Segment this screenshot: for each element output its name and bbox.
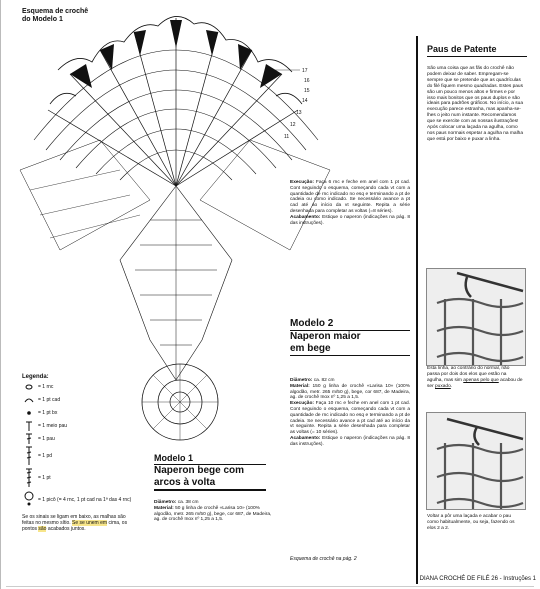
modelo2-details bbox=[290, 378, 410, 448]
sidebar-intro: São uma coisa que as fãs do crochê não podem deixar de saber. Empregam-se sempre que se pretende que as quadrículas do filé fiquem mesmo quadradas. Estes paus são um pouco menos altos e firmes e por isso mais bonitos que os paus duplos e são ideais para padrões gráficos. No início, a sua execução parece estranha, mas apanha-se-lhes o jeito num instante. Recomendamos que se exercite com as nossas ilustrações! Após colocar uma laçada na agulha, como nos paus normais espetar a agulha na malha que está por baixo e puxar a linha. bbox=[427, 66, 523, 142]
step-text: . bbox=[450, 383, 453, 389]
sidebar-title: Paus de Patente bbox=[427, 44, 527, 57]
legend-label: = 1 rnc bbox=[38, 383, 54, 390]
finish-text: Estique o naperon (indicações na pág. 8 das instruções). bbox=[290, 214, 410, 226]
modelo1-name: arcos à volta bbox=[154, 477, 216, 488]
legend-label: = 1 pd bbox=[38, 453, 53, 459]
modelo1-execution bbox=[290, 180, 410, 226]
diagram-reference: Esquema de crochê na pág. 2 bbox=[290, 556, 357, 562]
step-emphasis: puxado bbox=[435, 383, 451, 389]
modelo1-number: Modelo 1 bbox=[154, 452, 266, 465]
modelo1-heading bbox=[154, 452, 266, 491]
legend-label: = 1 picô (= 4 rnc, 1 pt cad na 1ª das 4 rnc) bbox=[38, 497, 132, 503]
divider bbox=[6, 586, 534, 587]
tr-icon bbox=[22, 446, 36, 466]
execution-text: Faça 10 rnc e feche em anel com 1 pt cad. Cont seguindo o esquema, começando cada vt com a quantidade de rnc indicado no esq e terminando a pt de cadeia. Se necessário avance a pt cad até ao início da vt seguinte. Repita a série desenhada para completar as voltas (= 10 séries). bbox=[290, 401, 410, 436]
row-number: 11 bbox=[284, 134, 290, 140]
illustration-hook-step-1 bbox=[426, 268, 526, 366]
modelo2-number: Modelo 2 bbox=[290, 318, 410, 331]
execution-text: Faça 6 rnc e feche em anel com 1 pt cad. Cont seguindo o esquema, começando cada vt com a quantidade de rnc indicado no esq e terminando a pt de cadeia ou como indicado. Se necessário avance a pt cad até ao início da vt seguinte. Repita a série desenhada para completar as voltas (=8 séries). bbox=[290, 180, 410, 214]
legend-item bbox=[22, 419, 142, 432]
row-number: 12 bbox=[290, 122, 296, 128]
execution-label: Execução: bbox=[290, 180, 314, 185]
illustration-hook-step-2 bbox=[426, 412, 526, 510]
diameter-label: Diâmetro: bbox=[290, 378, 313, 383]
arc-icon bbox=[22, 394, 36, 406]
legend bbox=[22, 374, 142, 511]
material-value: 50 g linha de crochê «Larisa 10» (100% algodão, metr. 265 m/50 g), bege, cor 687, de Madeira, ag. de crochê Inox nº 1,25 a 1,5. bbox=[154, 505, 272, 523]
dot-icon bbox=[22, 407, 36, 419]
material-line bbox=[290, 384, 410, 401]
legend-note bbox=[22, 514, 134, 532]
legend-label: = 1 pt bbox=[38, 475, 51, 481]
diameter-label: Diâmetro: bbox=[154, 500, 177, 505]
legend-item bbox=[22, 406, 142, 419]
row-number: 16 bbox=[304, 78, 310, 84]
diameter-value: ca. 82 cm bbox=[313, 378, 335, 383]
execution-paragraph bbox=[290, 401, 410, 436]
material-line bbox=[154, 506, 272, 523]
diagram-title bbox=[22, 8, 88, 24]
divider bbox=[154, 489, 266, 491]
legend-item bbox=[22, 489, 142, 511]
sidebar-final-text: Voltar a pôr uma laçada e acabar o pau como habitualmente, ou seja, fazendo os elos 2 a 2. bbox=[427, 514, 515, 531]
finish-paragraph bbox=[290, 215, 410, 227]
execution-paragraph bbox=[290, 180, 410, 215]
step-text: acabou de ser bbox=[427, 377, 523, 389]
legend-label: = 1 pau bbox=[38, 435, 55, 442]
legend-item bbox=[22, 380, 142, 393]
diagram-title-line: Esquema de crochê bbox=[22, 8, 89, 15]
note-text: Se os sinais se ligam em baixo, as malhas são feitas no mesmo sítio. bbox=[22, 514, 126, 526]
finish-paragraph bbox=[290, 436, 410, 448]
legend-label: = 1 pt bx bbox=[38, 409, 58, 416]
modelo1-details bbox=[154, 500, 272, 523]
legend-label: = 1 pt cad bbox=[38, 396, 61, 403]
picot-icon bbox=[22, 490, 36, 510]
note-highlight: são bbox=[38, 526, 47, 532]
legend-title: Legenda: bbox=[22, 374, 49, 380]
modelo2-heading bbox=[290, 318, 410, 356]
ring-icon bbox=[22, 381, 36, 393]
finish-label: Acabamento: bbox=[290, 435, 321, 441]
material-label: Material: bbox=[290, 383, 310, 389]
diagram-title-line: do Modelo 1 bbox=[22, 16, 63, 23]
row-number: 14 bbox=[302, 98, 308, 104]
note-text: acabados juntos. bbox=[46, 526, 86, 532]
note-highlight: Se se unem em bbox=[72, 520, 108, 526]
step-emphasis: apenas pelo que bbox=[463, 377, 499, 383]
legend-item bbox=[22, 445, 142, 467]
half-dc-icon bbox=[22, 420, 36, 432]
finish-label: Acabamento: bbox=[290, 214, 321, 220]
row-number: 17 bbox=[302, 68, 308, 74]
row-number: 15 bbox=[304, 88, 310, 94]
dc-icon bbox=[22, 433, 36, 445]
legend-item bbox=[22, 432, 142, 445]
execution-label: Execução: bbox=[290, 401, 314, 407]
finish-text: Estique o naperon (indicações na pág. 8 das instruções). bbox=[290, 435, 410, 447]
modelo2-name: em bege bbox=[290, 343, 410, 356]
sidebar-step-text bbox=[427, 366, 523, 390]
material-label: Material: bbox=[154, 505, 174, 511]
step-text: Esta linha, ao contrário do normal, não passa por dois dos elos que estão na agulha, mas sim bbox=[427, 366, 510, 383]
dtr-icon bbox=[22, 468, 36, 488]
material-value: 150 g linha de crochê «Larisa 10» (100% algodão, metr. 265 m/50 g), bege, cor 687, de Madeira, ag. de crochê Inox nº 1,25 a 1,5. bbox=[290, 383, 410, 401]
legend-item bbox=[22, 467, 142, 489]
legend-item bbox=[22, 393, 142, 406]
legend-label: = 1 meio pau bbox=[38, 422, 68, 429]
row-number: 13 bbox=[296, 110, 302, 116]
page-footer: DIANA CROCHÉ DE FILÉ 26 - Instruções 1 bbox=[419, 576, 536, 582]
modelo1-name: Naperon bege com bbox=[154, 465, 245, 476]
diameter-value: ca. 38 cm bbox=[177, 500, 199, 505]
note-text: cima, os pontos bbox=[22, 520, 128, 532]
modelo2-name: Naperon maior bbox=[290, 331, 361, 342]
